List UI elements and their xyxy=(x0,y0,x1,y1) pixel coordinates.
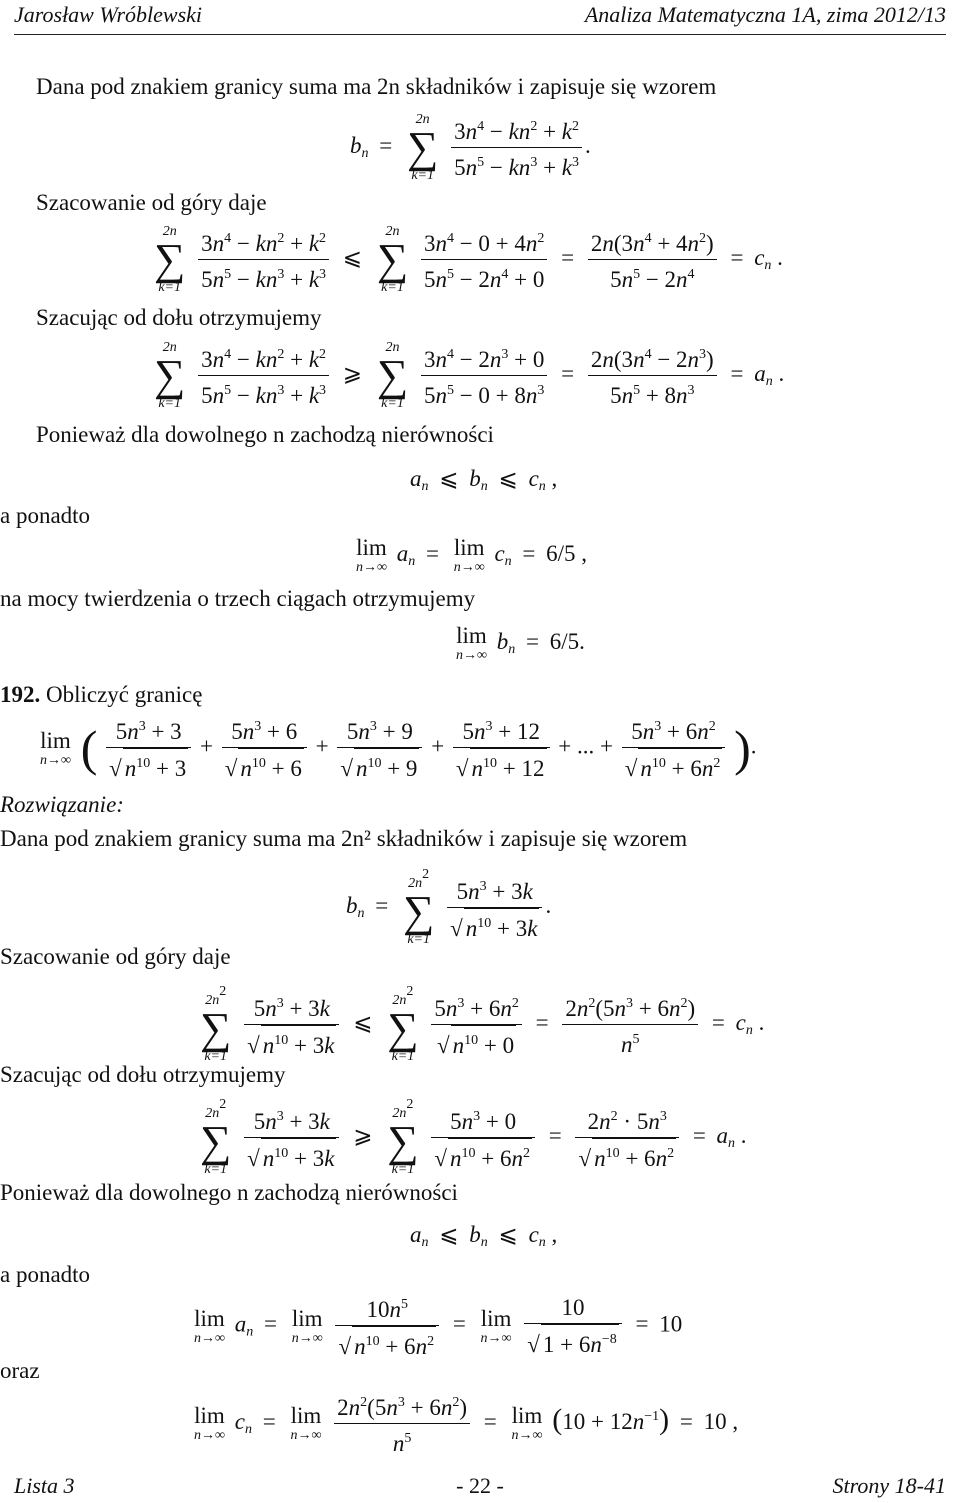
p2-lower-label: Szacując od dołu otrzymujemy xyxy=(0,1062,286,1087)
p1-since-label: Ponieważ dla dowolnego n zachodzą nierówności xyxy=(36,422,494,447)
p2-limit-value: 10 xyxy=(703,1408,727,1434)
p1-limit-value: 6/5 xyxy=(549,628,580,654)
p1-intro: Dana pod znakiem granicy suma ma 2n składników i zapisuje się wzorem xyxy=(36,74,717,99)
p2-lower-estimate: $2n^2$ ∑ k=1 $5n^3 + 3k$ √ $n^{10} + 3k$ ⩾ $2n^2$ ∑ k=1 $5n^3 + 0$ √ $n^{10} + 6n^2$ = $2n^2 \cdot 5n^3$ √ $n^{10} + 6n^2$ = $a_n$ . xyxy=(196,1098,747,1177)
p2-intro: Dana pod znakiem granicy suma ma 2n² składników i zapisuje się wzorem xyxy=(0,826,688,851)
problem-task: Obliczyć granicę xyxy=(46,682,203,707)
p1-conclude-label: na mocy twierdzenia o trzech ciągach otrzymujemy xyxy=(0,586,476,611)
problem-header xyxy=(0,682,202,708)
p1-lower-label: Szacując od dołu otrzymujemy xyxy=(36,305,322,330)
footer-page-number: - 22 - xyxy=(456,1473,504,1498)
header-course: Analiza Matematyczna 1A, zima 2012/13 xyxy=(584,2,946,27)
footer-pages: Strony 18-41 xyxy=(832,1473,946,1498)
p2-bn-formula: $b_n$ = $2n^2$ ∑ k=1 $5n^3 + 3k$ √ $n^{10} + 3k$ . xyxy=(346,868,551,947)
header-author: Jarosław Wróblewski xyxy=(14,2,203,27)
p2-upper-estimate: $2n^2$ ∑ k=1 $5n^3 + 3k$ √ $n^{10} + 3k$ ⩽ $2n^2$ ∑ k=1 $5n^3 + 6n^2$ √ $n^{10} + 0$ = $\frac{2n^2(5n^3 + 6n^2)}{n^5}$ = $c_n$ . xyxy=(196,985,764,1064)
p2-limit-an: lim n→∞ $a_n$ = lim n→∞ $10n^5$ √ $n^{10} + 6n^2$ = lim n→∞ 10 √ $1 + 6n^{-8}$ = 10 xyxy=(190,1290,682,1362)
p1-upper-label: Szacowanie od góry daje xyxy=(36,190,267,215)
p2-also-label: oraz xyxy=(0,1358,40,1383)
solution-label: Rozwiązanie: xyxy=(0,792,124,817)
problem-number: 192. xyxy=(0,682,41,707)
p2-inequality: $a_n$ ⩽ $b_n$ ⩽ $c_n$ , xyxy=(410,1222,558,1250)
p2-since-label: Ponieważ dla dowolnego n zachodzą nierówności xyxy=(0,1180,458,1205)
header-rule xyxy=(14,34,946,35)
p2-limit-cn: lim n→∞ $c_n$ = lim n→∞ $\frac{2n^2(5n^3 + 6n^2)}{n^5}$ = lim n→∞ $(10 + 12n^{-1}) = 10$ , xyxy=(190,1388,738,1459)
p1-final-limit: lim n→∞ $b_n = 6/5$. xyxy=(456,623,585,663)
p1-upper-estimate: 2n ∑ k=1 $\frac{3n^4 - kn^2 + k^2}{5n^5 - kn^3 + k^3}$ ⩽ 2n ∑ k=1 $\frac{3n^4 - 0 + 4n^2}{5n^5 - 2n^4 + 0}$ = $\frac{2n(3n^4 + 4n^2)}{5n^5 - 2n^4}$ = $c_n$ . xyxy=(154,223,783,295)
p1-limits: lim n→∞ $a_n$ = lim n→∞ $c_n = 6/5$ , xyxy=(356,535,588,575)
p2-more-label: a ponadto xyxy=(0,1262,91,1287)
p1-inequality: $a_n$ ⩽ $b_n$ ⩽ $c_n$ , xyxy=(410,466,558,494)
footer-list: Lista 3 xyxy=(14,1473,75,1498)
p1-lower-estimate: 2n ∑ k=1 $\frac{3n^4 - kn^2 + k^2}{5n^5 - kn^3 + k^3}$ ⩾ 2n ∑ k=1 $\frac{3n^4 - 2n^3 + 0}{5n^5 - 0 + 8n^3}$ = $\frac{2n(3n^4 - 2n^3)}{5n^5 + 8n^3}$ = $a_n$ . xyxy=(154,339,785,411)
p1-more-label: a ponadto xyxy=(0,503,91,528)
p1-bn-formula: $b_n$ = 2n ∑ k=1 $\frac{3n^4 - kn^2 + k^2}{5n^5 - kn^3 + k^3}$ . xyxy=(350,111,591,183)
p2-upper-label: Szacowanie od góry daje xyxy=(0,944,231,969)
problem-limit-expression: lim n→∞ ( $5n^3 + 3$ √ $n^{10} + 3$ + $5n^3 + 6$ √ $n^{10} + 6$ + $5n^3 + 9$ √ $n^{10} + 9$ + $5n^3 + 12$ √ $n^{10} + 12$ + ... + $5n^3 + 6n^2$ √ $n^{10} + 6n^2$ ). xyxy=(36,712,757,784)
